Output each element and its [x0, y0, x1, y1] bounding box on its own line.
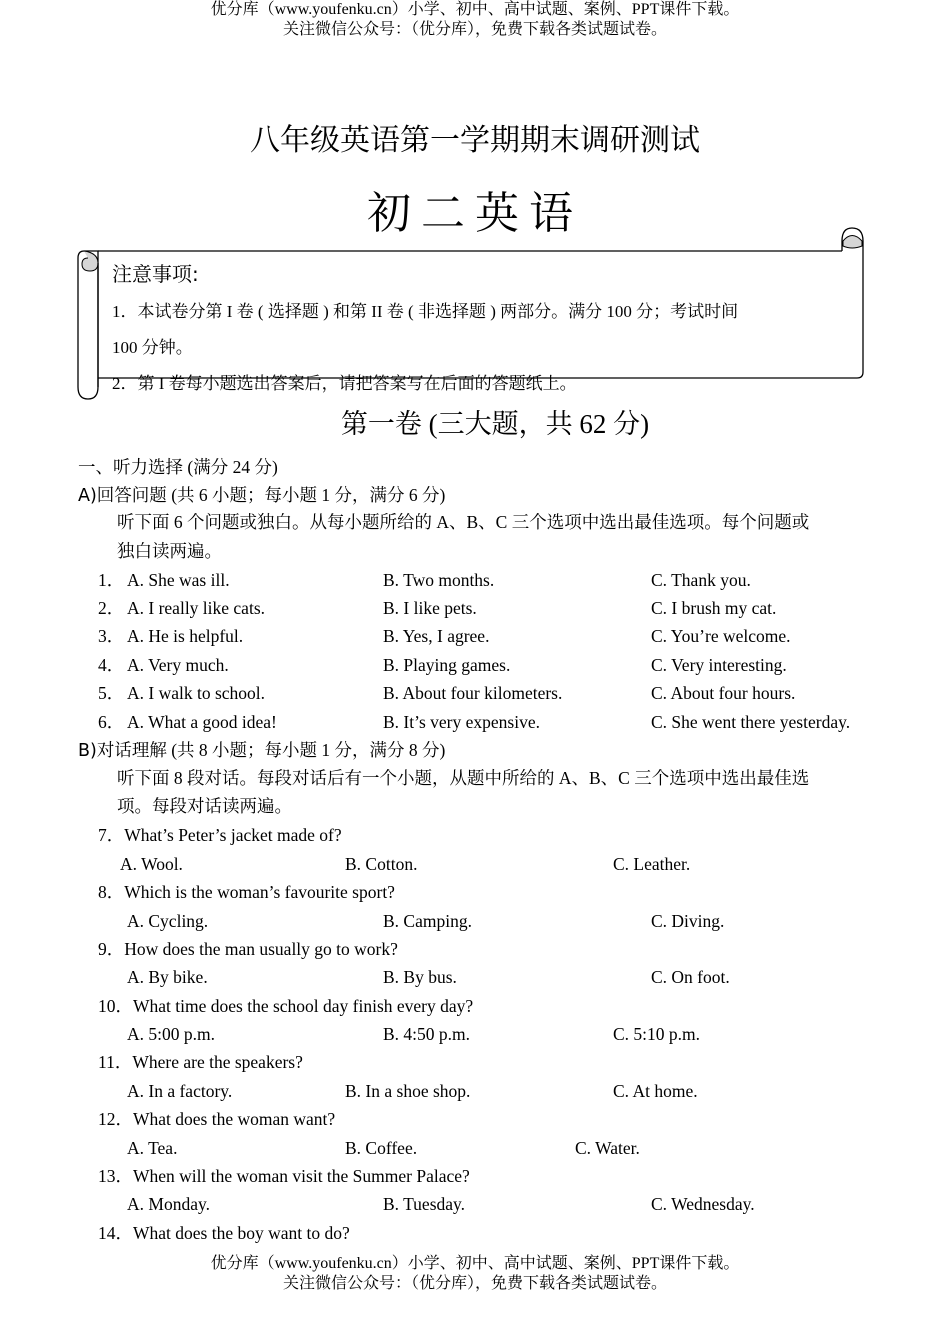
option-a: A. By bike. — [127, 967, 208, 987]
notice-title: 注意事项: — [112, 262, 199, 286]
question-number: 2． — [98, 598, 125, 618]
section-b-heading-main: B)对话理解 — [78, 741, 167, 761]
option-c: C. Thank you. — [651, 570, 751, 590]
option-c: C. Wednesday. — [651, 1194, 755, 1214]
option-b: B. Two months. — [383, 570, 495, 590]
part-1-heading — [78, 456, 278, 479]
option-b: B. In a shoe shop. — [345, 1081, 471, 1101]
page-footer-line2: 关注微信公众号：（优分库），免费下载各类试题试卷。 — [282, 1275, 667, 1292]
option-c: C. You’re welcome. — [651, 626, 791, 646]
option-c: C. At home. — [613, 1081, 698, 1101]
notice-item-1-line-2: 100 分钟。 — [112, 338, 193, 357]
option-a: A. Very much. — [127, 655, 229, 675]
section-a-heading-main: A)回答问题 — [78, 486, 167, 506]
option-c: C. Water. — [575, 1138, 640, 1158]
option-a: A. What a good idea! — [127, 712, 277, 732]
section-a-heading-score: (共 6 小题；每小题 1 分，满分 6 分) — [171, 485, 446, 505]
option-c: C. On foot. — [651, 967, 730, 987]
option-b: B. I like pets. — [383, 598, 477, 618]
option-a: A. I really like cats. — [127, 598, 266, 618]
question-number: 5． — [98, 683, 125, 703]
option-c: C. Very interesting. — [651, 655, 787, 675]
subject-title: 初二英语 — [367, 188, 583, 239]
section-b-instruction-line-2: 项。每段对话读两遍。 — [117, 796, 292, 816]
question-number: 3． — [98, 626, 125, 646]
option-c: C. Leather. — [613, 854, 691, 874]
option-c: C. 5:10 p.m. — [613, 1024, 701, 1044]
section-a-instruction-line-1: 听下面 6 个问题或独白。从每小题所给的 A、B、C 三个选项中选出最佳选项。每个问题或 — [117, 512, 810, 532]
option-a: A. Monday. — [127, 1194, 210, 1214]
question-stem: 8．Which is the woman’s favourite sport? — [98, 882, 395, 902]
option-c: C. I brush my cat. — [651, 598, 777, 618]
option-b: B. Playing games. — [383, 655, 511, 675]
page-header-line2: 关注微信公众号：（优分库），免费下载各类试题试卷。 — [282, 21, 667, 38]
question-stem: 9．How does the man usually go to work? — [98, 939, 398, 959]
option-c: C. Diving. — [651, 911, 725, 931]
option-a: A. Tea. — [127, 1138, 178, 1158]
page-footer-line1: 优分库（www.youfenku.cn）小学、初中、高中试题、案例、PPT课件下载。 — [210, 1255, 740, 1272]
question-stem: 11．Where are the speakers? — [98, 1052, 303, 1072]
option-b: B. Yes, I agree. — [383, 626, 490, 646]
exam-title: 八年级英语第一学期期末调研测试 — [250, 123, 700, 158]
section-a-heading — [78, 484, 445, 507]
question-stem: 10．What time does the school day finish every day? — [98, 996, 474, 1016]
option-a: A. I walk to school. — [127, 683, 266, 703]
section-b-heading-score: (共 8 小题；每小题 1 分，满分 8 分) — [171, 740, 446, 760]
option-b: B. Tuesday. — [383, 1194, 466, 1214]
question-number: 6． — [98, 712, 125, 732]
option-a: A. She was ill. — [127, 570, 230, 590]
option-b: B. Camping. — [383, 911, 472, 931]
question-number: 4． — [98, 655, 125, 675]
option-a: A. Wool. — [120, 854, 183, 874]
option-c: C. She went there yesterday. — [651, 712, 851, 732]
option-b: B. Coffee. — [345, 1138, 418, 1158]
part-1-heading-main: 一、听力选择 — [78, 458, 183, 478]
notice-item-2: 2．第 I 卷每小题选出答案后，请把答案写在后面的答题纸上。 — [112, 374, 577, 393]
option-b: B. It’s very expensive. — [383, 712, 540, 732]
option-a: A. He is helpful. — [127, 626, 244, 646]
option-a: A. 5:00 p.m. — [127, 1024, 215, 1044]
option-a: A. In a factory. — [127, 1081, 233, 1101]
option-c: C. About four hours. — [651, 683, 796, 703]
option-b: B. About four kilometers. — [383, 683, 563, 703]
question-stem: 13．When will the woman visit the Summer Palace? — [98, 1166, 470, 1186]
option-a: A. Cycling. — [127, 911, 209, 931]
page-header-line1: 优分库（www.youfenku.cn）小学、初中、高中试题、案例、PPT课件下载。 — [210, 1, 740, 18]
question-number: 1． — [98, 570, 125, 590]
option-b: B. By bus. — [383, 967, 457, 987]
question-stem: 14．What does the boy want to do? — [98, 1223, 350, 1243]
option-b: B. Cotton. — [345, 854, 418, 874]
question-stem: 12．What does the woman want? — [98, 1109, 336, 1129]
volume-title: 第一卷 (三大题，共 62 分) — [340, 409, 650, 439]
part-1-heading-score: (满分 24 分) — [187, 457, 278, 477]
notice-item-1-line-1: 1．本试卷分第 I 卷 ( 选择题 ) 和第 II 卷 ( 非选择题 ) 两部分。满分 100 分；考试时间 — [112, 302, 739, 321]
section-b-heading — [78, 739, 445, 762]
question-stem: 7．What’s Peter’s jacket made of? — [98, 825, 342, 845]
section-a-instruction-line-2: 独白读两遍。 — [117, 541, 222, 561]
option-b: B. 4:50 p.m. — [383, 1024, 471, 1044]
section-b-instruction-line-1: 听下面 8 段对话。每段对话后有一个小题，从题中所给的 A、B、C 三个选项中选出最佳选 — [117, 768, 810, 788]
